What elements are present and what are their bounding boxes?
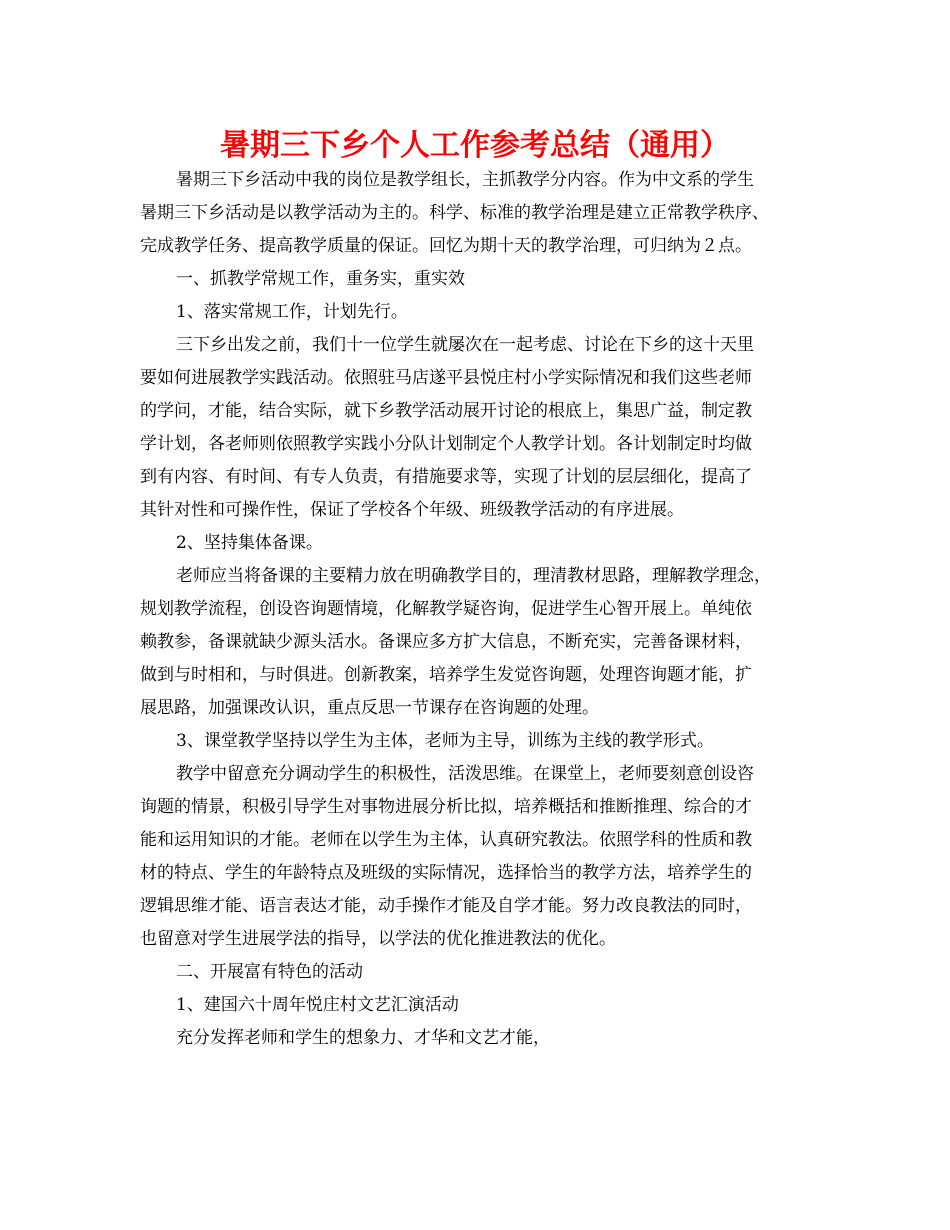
body-line: 能和运用知识的才能。老师在以学生为主体，认真研究教法。依照学科的性质和教 [140, 830, 752, 850]
body-line: 展思路，加强课改认识，重点反思一节课存在咨询题的处理。 [140, 698, 599, 718]
body-line: 规划教学流程，创设咨询题情境，化解教学疑咨询，促进学生心智开展上。单纯依 [140, 599, 752, 619]
document-body [140, 164, 824, 1055]
body-line: 的学问，才能，结合实际，就下乡教学活动展开讨论的根底上，集思广益，制定教 [140, 401, 752, 421]
body-line: 要如何进展教学实践活动。依照驻马店遂平县悦庄村小学实际情况和我们这些老师 [140, 368, 752, 388]
body-line: 到有内容、有时间、有专人负责，有措施要求等，实现了计划的层层细化，提高了 [140, 467, 752, 487]
body-line: 询题的情景，积极引导学生对事物进展分析比拟，培养概括和推断推理、综合的才 [140, 797, 752, 817]
body-line: 逻辑思维才能、语言表达才能，动手操作才能及自学才能。努力改良教法的同时， [140, 896, 752, 916]
body-line: 1、落实常规工作，计划先行。 [176, 302, 408, 322]
body-line: 也留意对学生进展学法的指导，以学法的优化推进教法的优化。 [140, 929, 616, 949]
body-line: 学计划，各老师则依照教学实践小分队计划制定个人教学计划。各计划制定时均做 [140, 434, 752, 454]
body-line: 做到与时相和，与时俱进。创新教案，培养学生发觉咨询题，处理咨询题才能，扩 [140, 665, 752, 685]
body-line: 3、课堂教学坚持以学生为主体，老师为主导，训练为主线的教学形式。 [176, 731, 714, 751]
body-line: 二、开展富有特色的活动 [176, 962, 363, 982]
body-line: 其针对性和可操作性，保证了学校各个年级、班级教学活动的有序进展。 [140, 500, 684, 520]
body-line: 完成教学任务、提高教学质量的保证。回忆为期十天的教学治理，可归纳为２点。 [140, 236, 752, 256]
body-line: 一、抓教学常规工作，重务实，重实效 [176, 269, 465, 289]
body-line: 暑期三下乡活动中我的岗位是教学组长，主抓教学分内容。作为中文系的学生 [176, 170, 754, 190]
body-line: 三下乡出发之前，我们十一位学生就屡次在一起考虑、讨论在下乡的这十天里 [176, 335, 754, 355]
body-line: 暑期三下乡活动是以教学活动为主的。科学、标准的教学治理是建立正常教学秩序、 [140, 203, 769, 223]
body-line: 材的特点、学生的年龄特点及班级的实际情况，选择恰当的教学方法，培养学生的 [140, 863, 752, 883]
body-line: 赖教参，备课就缺少源头活水。备课应多方扩大信息，不断充实，完善备课材料， [140, 632, 752, 652]
body-line: 充分发挥老师和学生的想象力、才华和文艺才能， [176, 1028, 550, 1048]
body-line: 老师应当将备课的主要精力放在明确教学目的，理清教材思路，理解教学理念， [176, 566, 771, 586]
body-line: 教学中留意充分调动学生的积极性，活泼思维。在课堂上，老师要刻意创设咨 [176, 764, 754, 784]
body-line: 1、建国六十周年悦庄村文艺汇演活动 [176, 995, 459, 1015]
body-line: 2、坚持集体备课。 [176, 533, 323, 553]
document-title: 暑期三下乡个人工作参考总结（通用） [220, 128, 730, 163]
